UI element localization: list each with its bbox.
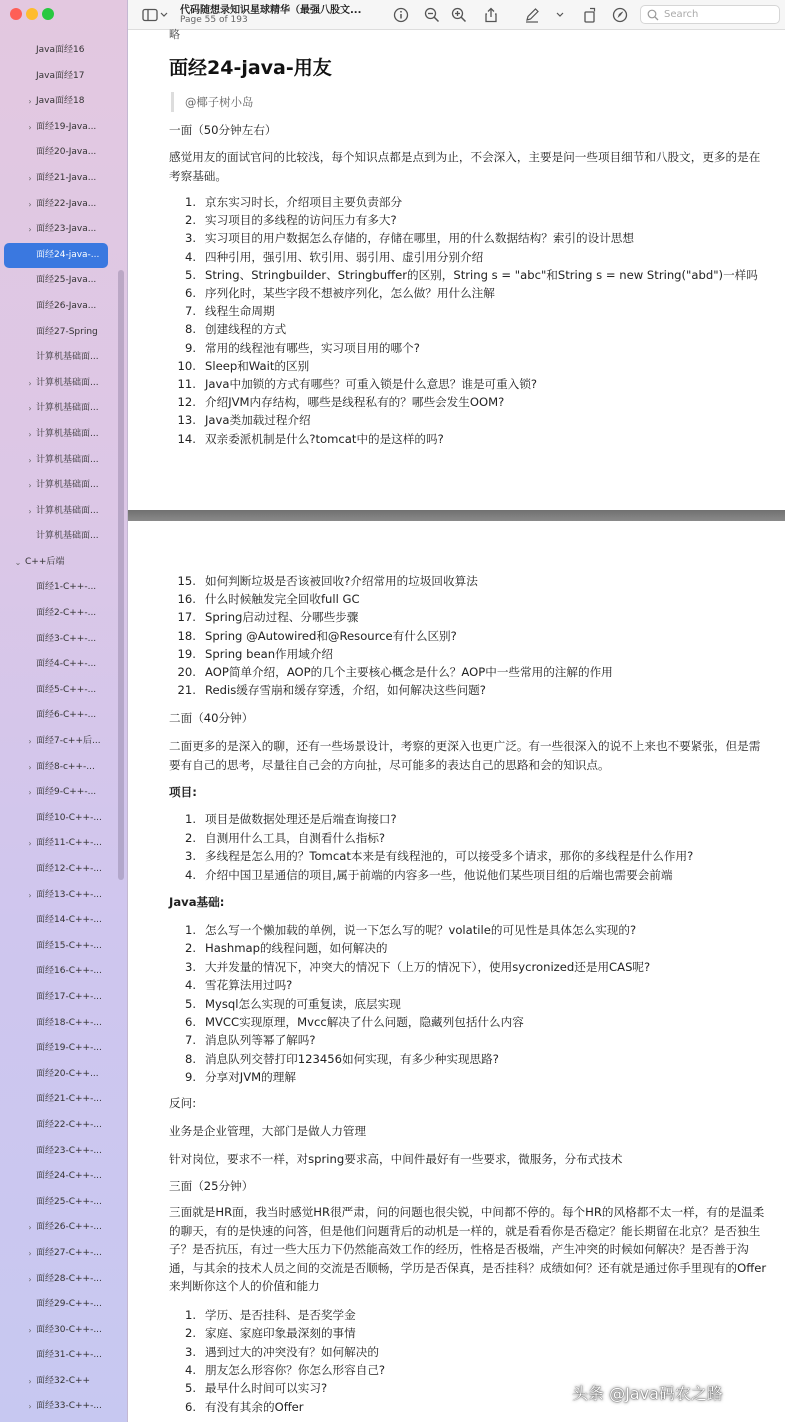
close-window-button[interactable]: [10, 8, 22, 20]
sidebar-item[interactable]: [0, 1139, 128, 1165]
list-item: [169, 211, 397, 229]
sidebar-item[interactable]: [0, 627, 128, 653]
sidebar: [0, 0, 128, 1422]
chevron-right-icon[interactable]: ›: [28, 1223, 32, 1233]
list-item-text: Hashmap的线程问题，如何解决的: [205, 941, 388, 956]
round2-heading: 二面（40分钟）: [169, 711, 254, 725]
list-number: 7.: [184, 304, 196, 319]
chevron-down-icon[interactable]: [556, 7, 564, 23]
sidebar-item[interactable]: [0, 908, 128, 934]
chevron-right-icon[interactable]: ›: [28, 839, 32, 849]
sidebar-item-label: 面经8-c++-...: [36, 761, 95, 772]
sidebar-item[interactable]: [0, 345, 128, 371]
list-item: [169, 866, 672, 884]
sidebar-item[interactable]: [0, 1190, 128, 1216]
list-number: 5.: [184, 267, 196, 282]
list-item: [169, 193, 402, 211]
sidebar-outline-list: [0, 38, 128, 1420]
list-number: 3.: [184, 1344, 196, 1359]
list-number: 5.: [184, 1381, 196, 1396]
sidebar-item-label: 面经3-C++-...: [36, 633, 97, 644]
list-item: [169, 1013, 524, 1031]
list-item: [169, 829, 385, 847]
list-item-text: 怎么写一个懒加载的单例，说一下怎么写的呢？volatile的可见性是具体怎么实现的?: [205, 923, 637, 937]
sidebar-item-label: Java面经16: [36, 45, 85, 55]
list-item-text: 多线程是怎么用的？Tomcat本来是有线程池的，可以接受多个请求，那你的多线程是什么作用?: [205, 849, 694, 863]
list-item-text: Spring bean作用域介绍: [205, 646, 334, 661]
list-item-text: Sleep和Wait的区别: [205, 358, 310, 373]
list-number: 16.: [177, 592, 196, 607]
list-item-text: Spring @Autowired和@Resource有什么区别?: [205, 628, 457, 643]
list-item: [169, 1324, 356, 1342]
sidebar-item-label: 面经30-C++-...: [36, 1324, 102, 1335]
sidebar-item[interactable]: [4, 243, 108, 269]
list-item: [169, 284, 495, 302]
list-item: [169, 847, 693, 865]
list-item-text: 自测用什么工具，自测看什么指标?: [205, 830, 386, 845]
search-icon: [647, 9, 659, 21]
chevron-right-icon[interactable]: ›: [28, 1274, 32, 1284]
list-item: [169, 320, 286, 338]
list-item-text: String、Stringbuilder、Stringbuffer的区别，String s = "abc"和String s = new String("abd")一样吗: [205, 267, 758, 282]
chevron-right-icon[interactable]: ›: [28, 762, 32, 772]
sidebar-item[interactable]: [0, 396, 128, 422]
search-placeholder: Search: [664, 9, 699, 20]
sidebar-item[interactable]: [0, 703, 128, 729]
list-number: 8.: [184, 322, 196, 337]
sidebar-item[interactable]: [0, 268, 128, 294]
chevron-right-icon[interactable]: ›: [28, 173, 32, 183]
zoom-out-icon[interactable]: [424, 7, 440, 23]
sidebar-item[interactable]: [0, 883, 128, 909]
chevron-right-icon[interactable]: ›: [28, 1402, 32, 1412]
sidebar-item-label: 面经7-c++后...: [36, 736, 101, 747]
list-item-text: Java类加载过程介绍: [205, 413, 311, 428]
chevron-right-icon[interactable]: ›: [28, 481, 32, 491]
sidebar-item[interactable]: [0, 1318, 128, 1344]
list-item-text: 四种引用，强引用、软引用、弱引用、虚引用分别介绍: [205, 249, 484, 264]
sidebar-item[interactable]: [0, 1241, 128, 1267]
list-item-text: 京东实习时长，介绍项目主要负责部分: [205, 195, 403, 209]
list-item: [169, 1379, 327, 1397]
list-item: [169, 411, 311, 429]
list-item-text: 介绍JVM内存结构，哪些是线程私有的？哪些会发生OOM?: [205, 395, 505, 410]
sidebar-item[interactable]: [0, 192, 128, 218]
list-number: 3.: [184, 231, 196, 246]
list-item: [169, 1068, 296, 1086]
list-item: [169, 921, 636, 939]
toolbar: [128, 0, 785, 30]
sidebar-item[interactable]: [0, 1113, 128, 1139]
sidebar-item-label: 面经1-C++-...: [36, 582, 97, 593]
document-title: 代码随想录知识星球精华（最强八股文...: [180, 5, 362, 16]
list-item-text: 序列化时，某些字段不想被序列化，怎么做？用什么注解: [205, 286, 495, 300]
list-item: [169, 681, 486, 699]
round3-heading: 三面（25分钟）: [169, 1179, 254, 1193]
sidebar-item[interactable]: [0, 371, 128, 397]
sidebar-toggle-icon[interactable]: [142, 7, 158, 23]
list-number: 5.: [184, 996, 196, 1011]
list-number: 1.: [184, 195, 196, 209]
list-item: [169, 939, 388, 957]
sidebar-item[interactable]: [0, 755, 128, 781]
sidebar-item[interactable]: [0, 473, 128, 499]
sidebar-item-label: 计算机基础面...: [36, 428, 99, 439]
sidebar-item[interactable]: [0, 780, 128, 806]
list-item: [169, 248, 483, 266]
chevron-right-icon[interactable]: ›: [28, 225, 32, 235]
list-number: 17.: [177, 610, 196, 625]
chevron-right-icon[interactable]: ›: [28, 737, 32, 747]
page-title: 面经24-java-用友: [169, 57, 332, 79]
annotate-icon[interactable]: [612, 7, 628, 23]
sidebar-item[interactable]: [0, 806, 128, 832]
minimize-window-button[interactable]: [26, 8, 38, 20]
round1-heading: 一面（50分钟左右）: [169, 123, 277, 137]
sidebar-item-label: 面经6-C++-...: [36, 710, 97, 721]
list-item-text: 雪花算法用过吗?: [205, 978, 293, 993]
list-item: [169, 663, 613, 681]
sidebar-item[interactable]: [0, 601, 128, 627]
list-item: [169, 266, 758, 284]
list-number: 18.: [177, 628, 196, 643]
list-item: [169, 976, 292, 994]
sidebar-item[interactable]: [0, 652, 128, 678]
list-item-text: Redis缓存雪崩和缓存穿透，介绍，如何解决这些问题?: [205, 683, 486, 698]
list-number: 15.: [177, 574, 196, 588]
rotate-icon[interactable]: [582, 7, 598, 23]
info-icon[interactable]: [393, 7, 409, 23]
list-number: 2.: [184, 830, 196, 845]
list-item-text: 线程生命周期: [205, 304, 275, 319]
sidebar-item-label: 面经27-Spring: [36, 326, 98, 337]
sidebar-item[interactable]: [0, 499, 128, 525]
zoom-window-button[interactable]: [42, 8, 54, 20]
java-basics-heading: Java基础:: [169, 895, 225, 909]
list-number: 1.: [184, 923, 196, 937]
list-number: 9.: [184, 1070, 196, 1085]
sidebar-item-label: 面经32-C++: [36, 1375, 91, 1386]
list-item-text: 家庭、家庭印象最深刻的事情: [205, 1326, 356, 1341]
sidebar-item[interactable]: [0, 678, 128, 704]
author-quote: @椰子树小岛: [185, 95, 254, 109]
list-item: [169, 958, 650, 976]
list-number: 2.: [184, 213, 196, 228]
sidebar-item-label: 计算机基础面...: [36, 505, 99, 516]
list-item: [169, 995, 401, 1013]
zoom-in-icon[interactable]: [451, 7, 467, 23]
list-item-text: 有没有其余的Offer: [205, 1399, 304, 1414]
sidebar-item-label: 面经22-Java...: [36, 198, 97, 209]
list-item-text: 实习项目的用户数据怎么存储的，存储在哪里，用的什么数据结构？索引的设计思想: [205, 231, 634, 246]
chevron-right-icon[interactable]: ›: [28, 506, 32, 516]
list-number: 4.: [184, 1362, 196, 1377]
sidebar-item[interactable]: [0, 38, 128, 64]
list-number: 3.: [184, 959, 196, 974]
list-item-text: 介绍中国卫星通信的项目,属于前端的内容多一些，他说他们某些项目组的后端也需要会前端: [205, 867, 673, 882]
sidebar-item-label: 面经29-C++-...: [36, 1299, 102, 1310]
quote-bar: [171, 92, 174, 112]
watermark: 头条 @Java码农之路: [572, 1384, 723, 1403]
list-item: [169, 430, 444, 448]
list-item-text: 常用的线程池有哪些，实习项目用的哪个?: [205, 340, 420, 355]
sidebar-item-label: 面经28-C++-...: [36, 1273, 102, 1284]
list-item-text: 创建线程的方式: [205, 322, 287, 337]
sidebar-item[interactable]: [0, 550, 128, 576]
sidebar-item-label: 面经27-C++-...: [36, 1247, 102, 1258]
sidebar-item-label: 面经19-Java...: [36, 121, 97, 132]
sidebar-item[interactable]: [0, 1164, 128, 1190]
list-number: 6.: [184, 1399, 196, 1414]
list-item: [169, 1306, 356, 1324]
list-number: 2.: [184, 941, 196, 956]
sidebar-item-label: 面经21-Java...: [36, 172, 97, 183]
sidebar-item-label: 面经25-Java...: [36, 275, 97, 286]
list-item-text: 消息队列交替打印123456如何实现，有多少种实现思路?: [205, 1051, 499, 1066]
share-icon[interactable]: [483, 7, 499, 23]
sidebar-item-label: 面经31-C++-...: [36, 1350, 102, 1361]
sidebar-item-label: 计算机基础面...: [36, 377, 99, 388]
list-item: [169, 375, 537, 393]
list-item-text: 实习项目的多线程的访问压力有多大?: [205, 213, 397, 228]
sidebar-item-label: 面经24-C++-...: [36, 1171, 102, 1182]
list-number: 1.: [184, 1308, 196, 1322]
reverse-question-heading: 反问:: [169, 1096, 197, 1110]
position-text: 针对岗位，要求不一样，对spring要求高，中间件最好有一些要求，微服务，分布式技术: [169, 1152, 623, 1166]
list-number: 14.: [177, 431, 196, 446]
list-number: 10.: [177, 358, 196, 373]
list-item-text: MVCC实现原理，Mvcc解决了什么问题，隐藏列包括什么内容: [205, 1015, 524, 1029]
sidebar-item-label: 面经25-C++-...: [36, 1196, 102, 1207]
list-number: 21.: [177, 683, 196, 698]
sidebar-item-label: 计算机基础面...: [36, 352, 99, 363]
project-heading: 项目:: [169, 785, 197, 799]
sidebar-item[interactable]: [0, 1087, 128, 1113]
list-item: [169, 1398, 304, 1416]
sidebar-item-label: 面经14-C++-...: [36, 915, 102, 926]
chevron-right-icon[interactable]: ›: [28, 455, 32, 465]
sidebar-item-label: 面经12-C++-...: [36, 864, 102, 874]
list-item-text: 分享对JVM的理解: [205, 1070, 296, 1085]
sidebar-item-label: 面经4-C++-...: [36, 659, 97, 670]
sidebar-item-label: 计算机基础面...: [36, 454, 99, 465]
sidebar-item-label: 面经33-C++-...: [36, 1401, 102, 1412]
list-item-text: 大并发量的情况下，冲突大的情况下（上万的情况下），使用sycronized还是用CAS呢?: [205, 959, 651, 974]
list-item: [169, 1343, 379, 1361]
chevron-right-icon[interactable]: ›: [28, 97, 32, 107]
list-number: 6.: [184, 286, 196, 300]
page-separator: [128, 510, 785, 521]
sidebar-item-label: 计算机基础面...: [36, 403, 99, 414]
sidebar-item[interactable]: [0, 1036, 128, 1062]
sidebar-item-label: 计算机基础面...: [36, 480, 99, 491]
sidebar-item-label: 面经10-C++-...: [36, 812, 102, 823]
sidebar-item-label: 面经20-Java...: [36, 147, 97, 158]
list-item-text: Java中加锁的方式有哪些？可重入锁是什么意思？谁是可重入锁?: [205, 377, 538, 391]
list-number: 9.: [184, 340, 196, 355]
chevron-right-icon[interactable]: ›: [28, 378, 32, 388]
sidebar-item-label: 面经23-Java...: [36, 224, 97, 235]
sidebar-item[interactable]: [0, 1062, 128, 1088]
chevron-right-icon[interactable]: ›: [28, 122, 32, 132]
sidebar-item-label: 面经15-C++-...: [36, 940, 102, 951]
sidebar-item[interactable]: [0, 575, 128, 601]
list-number: 6.: [184, 1015, 196, 1029]
pdf-page-56: [128, 521, 785, 1422]
chevron-right-icon[interactable]: ›: [28, 788, 32, 798]
round1-intro: 感觉用友的面试官问的比较浅，每个知识点都是点到为止，不会深入，主要是问一些项目细节和八股文，更多的是在考察基础。: [169, 150, 761, 183]
sidebar-item[interactable]: [0, 857, 128, 883]
round3-intro: 三面就是HR面，我当时感觉HR很严肃，问的问题也很尖锐，中间都不停的。每个HR的风格都不太一样，有的是温柔的聊天，有的是快速的问答，但是他们问题背后的动机是一样的，就是看看你是否稳定？能长期留在北京？是否独生子？是否抗压，有过一些大压力下仍然能高效工作的经历，性格是否极端，产生冲突的时候如何解决？是否善于沟通，与其余的技术人员之间的交流是否顺畅，学历是否保真，是否挂科？成绩如何？还有就是通过你手里现有的Offer来判断你这个人的价值和能力: [169, 1205, 767, 1293]
list-item-text: 如何判断垃圾是否该被回收?介绍常用的垃圾回收算法: [205, 574, 478, 588]
list-item: [169, 1031, 316, 1049]
sidebar-item-label: 面经16-C++-...: [36, 966, 102, 977]
sidebar-item[interactable]: [0, 294, 128, 320]
list-item: [169, 572, 478, 590]
list-item: [169, 357, 309, 375]
list-number: 4.: [184, 978, 196, 993]
sidebar-item[interactable]: [0, 959, 128, 985]
sidebar-item-label: 面经24-java-...: [36, 249, 100, 260]
list-item-text: 遇到过大的冲突没有？如何解决的: [205, 1344, 379, 1359]
sidebar-item-label: 面经22-C++-...: [36, 1119, 102, 1130]
list-item: [169, 627, 457, 645]
list-item-text: Spring启动过程、分哪些步骤: [205, 610, 359, 625]
sidebar-item-label: C++后端: [25, 556, 65, 567]
list-number: 11.: [177, 377, 196, 391]
sidebar-item[interactable]: [0, 320, 128, 346]
sidebar-item[interactable]: [0, 985, 128, 1011]
list-item: [169, 302, 275, 320]
chevron-right-icon[interactable]: ›: [28, 1376, 32, 1386]
chevron-down-icon[interactable]: ⌄: [14, 557, 22, 567]
list-number: 2.: [184, 1326, 196, 1341]
list-item-text: Mysql怎么实现的可重复读，底层实现: [205, 996, 401, 1011]
sidebar-item-label: 面经19-C++-...: [36, 1043, 102, 1054]
chevron-right-icon[interactable]: ›: [28, 890, 32, 900]
list-item: [169, 645, 333, 663]
sidebar-item-label: 面经18-C++-...: [36, 1017, 102, 1028]
sidebar-item[interactable]: [0, 64, 128, 90]
sidebar-item-label: 面经20-C++...: [36, 1068, 99, 1079]
sidebar-item-label: 面经11-C++-...: [36, 838, 102, 849]
search-input[interactable]: [640, 5, 780, 24]
sidebar-item[interactable]: [0, 524, 128, 550]
sidebar-item[interactable]: [0, 1343, 128, 1369]
list-item-text: 双亲委派机制是什么?tomcat中的是这样的吗?: [205, 431, 444, 446]
sidebar-item[interactable]: [0, 1011, 128, 1037]
business-text: 业务是企业管理，大部门是做人力管理: [169, 1124, 367, 1138]
list-item-text: AOP简单介绍，AOP的几个主要核心概念是什么？AOP中一些常用的注解的作用: [205, 665, 613, 679]
sidebar-item-label: Java面经18: [36, 96, 85, 107]
list-item: [169, 1361, 385, 1379]
sidebar-item-label: 面经17-C++-...: [36, 991, 102, 1002]
sidebar-item-label: 面经26-Java...: [36, 300, 97, 311]
list-item-text: 朋友怎么形容你？你怎么形容自己?: [205, 1362, 386, 1377]
sidebar-item[interactable]: [0, 166, 128, 192]
list-item-text: 最早什么时间可以实习?: [205, 1381, 328, 1396]
sidebar-item[interactable]: [0, 448, 128, 474]
sidebar-item[interactable]: [0, 934, 128, 960]
sidebar-item-label: 面经9-C++-...: [36, 787, 97, 798]
sidebar-item[interactable]: [0, 729, 128, 755]
chevron-right-icon[interactable]: ›: [28, 404, 32, 414]
list-item: [169, 1050, 499, 1068]
sidebar-item[interactable]: [0, 217, 128, 243]
chevron-right-icon[interactable]: ›: [28, 429, 32, 439]
sidebar-item-label: 面经21-C++-...: [36, 1094, 102, 1105]
list-number: 7.: [184, 1033, 196, 1048]
round2-intro: 二面更多的是深入的聊，还有一些场景设计，考察的更深入也更广泛。有一些很深入的说不上来也不要紧张，但是需要有自己的思考，尽量往自己会的方向扯，尽可能多的表达自己的思路和会的知识点。: [169, 739, 761, 772]
list-number: 8.: [184, 1051, 196, 1066]
chevron-down-icon[interactable]: [160, 7, 168, 23]
sidebar-item-label: 面经26-C++-...: [36, 1222, 102, 1233]
sidebar-item-label: 面经2-C++-...: [36, 608, 97, 619]
sidebar-item[interactable]: [0, 1369, 128, 1395]
sidebar-item[interactable]: [0, 422, 128, 448]
sidebar-item-label: 面经13-C++-...: [36, 889, 102, 900]
chevron-right-icon[interactable]: ›: [28, 1248, 32, 1258]
chevron-right-icon[interactable]: ›: [28, 1325, 32, 1335]
list-number: 3.: [184, 849, 196, 863]
list-item-text: 什么时候触发完全回收full GC: [205, 592, 360, 607]
sidebar-item-label: 面经23-C++-...: [36, 1145, 102, 1156]
list-number: 12.: [177, 395, 196, 410]
list-item-text: 消息队列等幂了解吗?: [205, 1033, 316, 1048]
cut-off-text: 略: [169, 28, 180, 41]
list-number: 4.: [184, 867, 196, 882]
list-number: 20.: [177, 665, 196, 679]
pdf-page-55: [128, 30, 785, 510]
sidebar-item[interactable]: [0, 1215, 128, 1241]
sidebar-item[interactable]: [0, 1394, 128, 1420]
sidebar-item[interactable]: [0, 89, 128, 115]
sidebar-item[interactable]: [0, 115, 128, 141]
list-item: [169, 590, 360, 608]
sidebar-item-label: 计算机基础面...: [36, 531, 99, 542]
sidebar-item[interactable]: [0, 831, 128, 857]
list-number: 13.: [177, 413, 196, 428]
list-item: [169, 810, 397, 828]
markup-pen-icon[interactable]: [524, 7, 540, 23]
list-number: 19.: [177, 646, 196, 661]
sidebar-item[interactable]: [0, 1267, 128, 1293]
list-item: [169, 339, 420, 357]
sidebar-item-label: Java面经17: [36, 70, 85, 81]
sidebar-scrollbar[interactable]: [118, 270, 124, 880]
list-item: [169, 608, 358, 626]
sidebar-item[interactable]: [0, 1292, 128, 1318]
list-item-text: 项目是做数据处理还是后端查询接口?: [205, 812, 397, 826]
list-item: [169, 229, 634, 247]
chevron-right-icon[interactable]: ›: [28, 199, 32, 209]
list-number: 1.: [184, 812, 196, 826]
list-item: [169, 393, 504, 411]
list-item-text: 学历、是否挂科、是否奖学金: [205, 1308, 356, 1322]
list-number: 4.: [184, 249, 196, 264]
page-indicator: Page 55 of 193: [180, 15, 248, 25]
sidebar-item-label: 面经5-C++-...: [36, 684, 97, 695]
sidebar-item[interactable]: [0, 140, 128, 166]
